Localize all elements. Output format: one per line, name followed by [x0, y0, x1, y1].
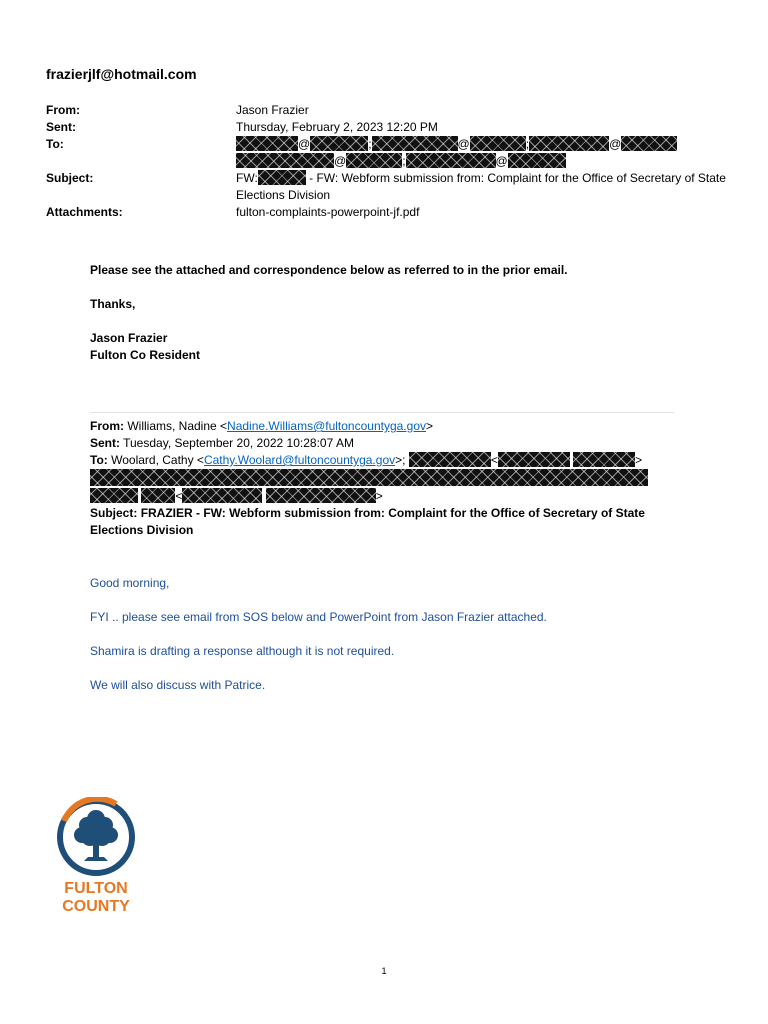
- fwd-sent-label: Sent:: [90, 436, 120, 450]
- redaction-block: [498, 452, 570, 467]
- redaction-block: [372, 136, 458, 151]
- at-sign: @: [609, 137, 622, 151]
- tree-icon: [74, 810, 118, 861]
- fwd-from-name: Williams, Nadine <: [127, 419, 228, 433]
- header-subject-row: [46, 170, 726, 204]
- subject-text: - FW: Webform submission from: Complaint for the Office of Secretary of State Elections Division: [236, 171, 726, 202]
- from-value: Jason Frazier: [236, 103, 309, 117]
- at-sign: @: [495, 154, 508, 168]
- redaction-block: [90, 488, 138, 503]
- signature-title: Fulton Co Resident: [90, 348, 200, 362]
- redaction-block: [236, 153, 334, 168]
- forwarded-message: [90, 575, 547, 711]
- subject-prefix: FW:: [236, 171, 258, 185]
- redaction-block: [141, 488, 175, 503]
- fulton-county-logo: [54, 797, 140, 917]
- header-sent-row: [46, 119, 726, 136]
- to-label: To:: [46, 137, 64, 151]
- lt-sign: <: [175, 489, 183, 503]
- fwd-to-row: [90, 452, 680, 469]
- redaction-block: [470, 136, 526, 151]
- to-recipients: [236, 136, 726, 170]
- header-from-row: [46, 102, 726, 119]
- redaction-block: [310, 136, 368, 151]
- page-number: 1: [381, 966, 387, 976]
- fwd-subject-row: [90, 505, 680, 539]
- forwarded-header: [90, 418, 680, 539]
- subject-label: Subject:: [46, 171, 94, 185]
- message-line: We will also discuss with Patrice.: [90, 678, 266, 692]
- at-sign: @: [298, 137, 311, 151]
- gt-sign: >: [375, 489, 383, 503]
- fwd-to-continued: [90, 488, 680, 505]
- email-header: [46, 102, 726, 221]
- redaction-block: [90, 469, 648, 486]
- page-owner-email: frazierjlf@hotmail.com: [46, 66, 197, 82]
- header-to-row: [46, 136, 726, 170]
- fwd-from-row: [90, 418, 680, 435]
- fwd-to-name: Woolard, Cathy <: [111, 453, 204, 467]
- fwd-to-close: >;: [395, 453, 406, 467]
- redaction-block: [573, 452, 635, 467]
- redaction-block: [621, 136, 677, 151]
- lt-sign: <: [490, 453, 498, 467]
- divider: [90, 412, 674, 413]
- redaction-block: [182, 488, 262, 503]
- redaction-block: [529, 136, 609, 151]
- header-attachments-row: [46, 204, 726, 221]
- fwd-to-email-link[interactable]: Cathy.Woolard@fultoncountyga.gov: [203, 453, 396, 467]
- subject-value: [236, 170, 726, 204]
- message-line: FYI .. please see email from SOS below and PowerPoint from Jason Frazier attached.: [90, 610, 547, 624]
- at-sign: @: [457, 137, 470, 151]
- fwd-to-continued: [90, 469, 680, 488]
- email-body: [90, 262, 568, 364]
- fwd-sent-row: [90, 435, 680, 452]
- redaction-block: [508, 153, 566, 168]
- redaction-block: [409, 452, 491, 467]
- sent-value: Thursday, February 2, 2023 12:20 PM: [236, 120, 438, 134]
- separator: ;: [525, 137, 530, 151]
- gt-sign: >: [635, 453, 643, 467]
- separator: ;: [368, 137, 372, 151]
- attachments-label: Attachments:: [46, 205, 123, 219]
- message-line: Shamira is drafting a response although it is not required.: [90, 644, 395, 658]
- redaction-block: [236, 136, 298, 151]
- at-sign: @: [334, 154, 347, 168]
- signature-name: Jason Frazier: [90, 331, 168, 345]
- fwd-subject-label: Subject:: [90, 506, 138, 520]
- logo-text-line2: COUNTY: [62, 898, 130, 915]
- redaction-block: [258, 170, 306, 185]
- redaction-block: [266, 488, 376, 503]
- from-label: From:: [46, 103, 80, 117]
- body-line: Please see the attached and correspondence below as referred to in the prior email.: [90, 263, 568, 277]
- redaction-block: [406, 153, 496, 168]
- sent-label: Sent:: [46, 120, 76, 134]
- logo-text-line1: FULTON: [64, 880, 128, 897]
- separator: ;: [402, 154, 406, 168]
- greeting: Good morning,: [90, 576, 170, 590]
- closing: Thanks,: [90, 297, 136, 311]
- fwd-from-close: >: [426, 419, 434, 433]
- fwd-subject-value: FRAZIER - FW: Webform submission from: Complaint for the Office of Secretary of State Elections Division: [90, 506, 645, 537]
- attachment-filename[interactable]: fulton-complaints-powerpoint-jf.pdf: [236, 205, 420, 219]
- fwd-to-label: To:: [90, 453, 108, 467]
- fwd-sent-value: Tuesday, September 20, 2022 10:28:07 AM: [123, 436, 354, 450]
- redaction-block: [346, 153, 402, 168]
- fwd-from-label: From:: [90, 419, 124, 433]
- fwd-from-email-link[interactable]: Nadine.Williams@fultoncountyga.gov: [227, 419, 426, 433]
